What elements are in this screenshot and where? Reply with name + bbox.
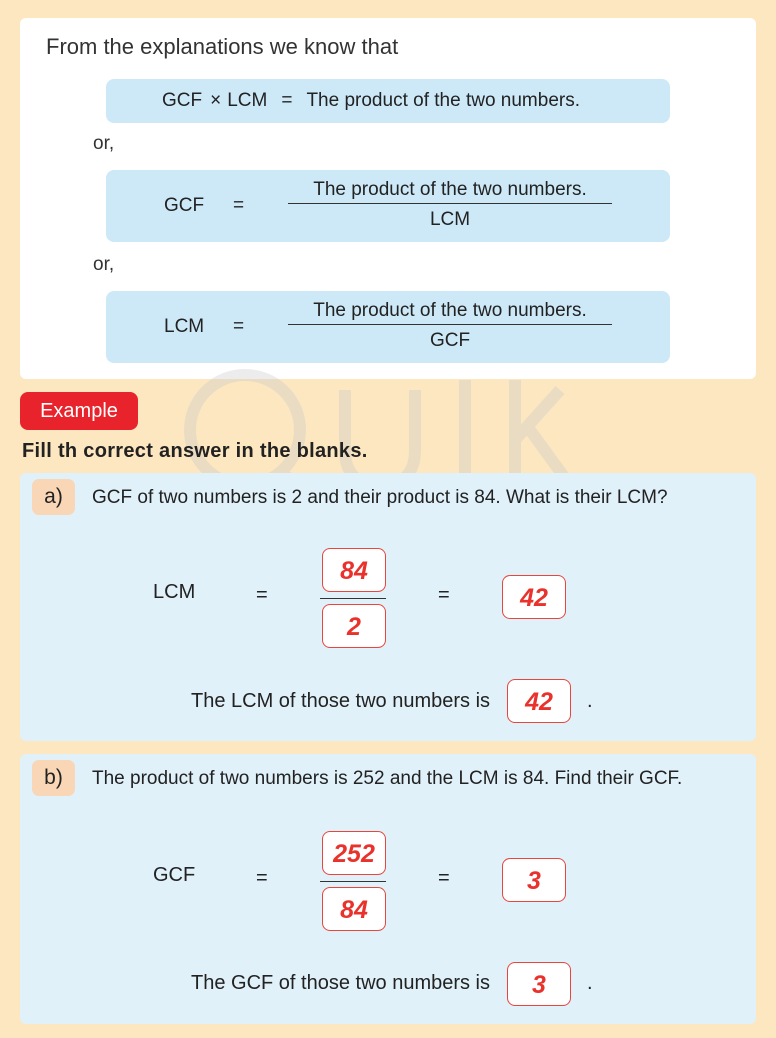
formula-box-product — [106, 79, 670, 123]
fraction-bar — [320, 881, 386, 882]
period: . — [587, 972, 593, 994]
fraction-bar — [320, 598, 386, 599]
conclusion-text: The GCF of those two numbers is — [191, 972, 491, 994]
formula-equals: = — [281, 90, 293, 111]
fraction-denominator: LCM — [429, 209, 471, 230]
formula-box-lcm — [106, 291, 670, 363]
question-text: GCF of two numbers is 2 and their product is 84. What is their LCM? — [92, 487, 668, 508]
intro-text: From the explanations we know that — [46, 34, 399, 59]
formula-summary-card — [20, 18, 756, 379]
numerator-answer-box[interactable]: 84 — [322, 548, 386, 592]
equation-label: LCM — [153, 581, 196, 603]
equation-label: GCF — [153, 864, 196, 886]
question-card-a — [20, 473, 756, 741]
fraction-denominator: GCF — [429, 330, 471, 351]
equals-sign: = — [438, 867, 450, 889]
denominator-answer-box[interactable]: 2 — [322, 604, 386, 648]
conclusion-answer-box[interactable]: 42 — [507, 679, 571, 723]
instruction-text: Fill th correct answer in the blanks. — [22, 440, 368, 462]
formula-box-gcf — [106, 170, 670, 242]
fraction — [288, 176, 612, 234]
or-label: or, — [93, 133, 115, 154]
question-letter-badge: a) — [32, 479, 75, 515]
fraction-numerator: The product of the two numbers. — [288, 176, 612, 204]
formula-equals: = — [233, 316, 245, 337]
formula-equals: = — [233, 195, 245, 216]
formula-gcf-label: GCF — [164, 195, 205, 216]
formula-gcf: GCF — [162, 90, 203, 111]
formula-product-text: The product of the two numbers. — [306, 90, 580, 111]
equals-sign: = — [256, 584, 268, 606]
denominator-answer-box[interactable]: 84 — [322, 887, 386, 931]
question-card-b — [20, 754, 756, 1024]
equals-sign: = — [438, 584, 450, 606]
or-label: or, — [93, 254, 115, 275]
equals-sign: = — [256, 867, 268, 889]
conclusion-text: The LCM of those two numbers is — [191, 690, 491, 712]
formula-times: × — [210, 90, 222, 111]
formula-lcm: LCM — [227, 90, 268, 111]
fraction — [288, 297, 612, 355]
result-answer-box[interactable]: 42 — [502, 575, 566, 619]
period: . — [587, 690, 593, 712]
conclusion-answer-box[interactable]: 3 — [507, 962, 571, 1006]
fraction-numerator: The product of the two numbers. — [288, 297, 612, 325]
example-badge: Example — [20, 392, 138, 430]
formula-lcm-label: LCM — [164, 316, 205, 337]
result-answer-box[interactable]: 3 — [502, 858, 566, 902]
question-letter-badge: b) — [32, 760, 75, 796]
question-text: The product of two numbers is 252 and the LCM is 84. Find their GCF. — [92, 768, 683, 789]
numerator-answer-box[interactable]: 252 — [322, 831, 386, 875]
